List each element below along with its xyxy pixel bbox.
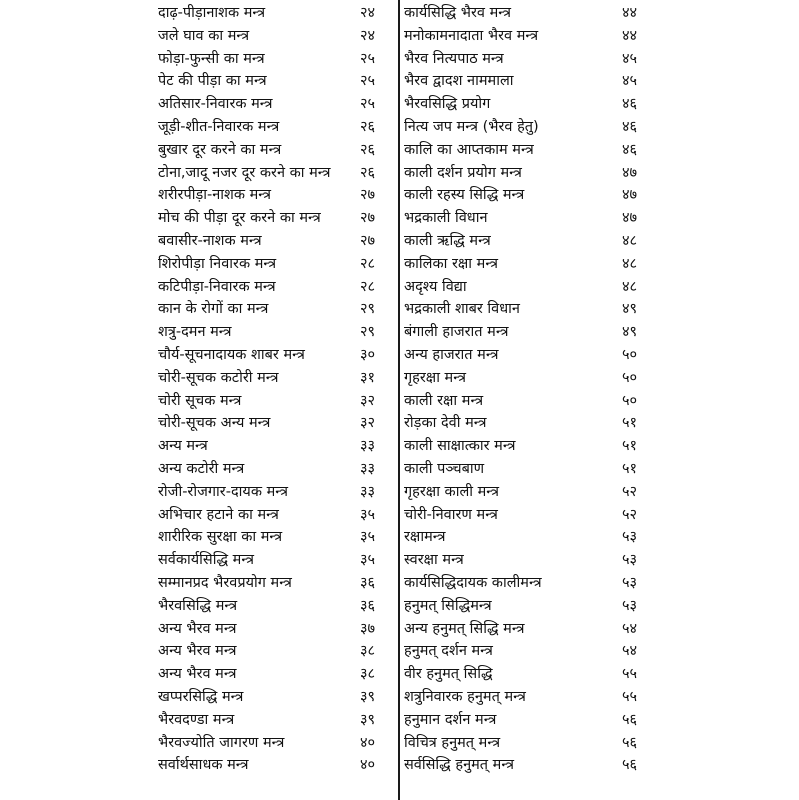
toc-entry-page: २८ [360, 255, 376, 272]
toc-entry-title: बुखार दूर करने का मन्त्र [158, 141, 282, 158]
toc-entry-page: २६ [360, 119, 376, 135]
toc-entry-page: ५४ [622, 643, 638, 660]
toc-entry-page: ३२ [360, 415, 376, 432]
toc-entry-page: ५० [622, 392, 638, 409]
toc-entry-page: २७ [360, 187, 376, 204]
toc-row-right [0, 412, 799, 435]
toc-row-right [0, 276, 799, 299]
toc-entry-title: विचित्र हनुमत् मन्त्र [404, 734, 501, 751]
toc-entry-title: काली दर्शन प्रयोग मन्त्र [404, 164, 522, 181]
toc-row-right [0, 48, 799, 71]
toc-entry-page: २५ [360, 73, 376, 90]
toc-entry-page: ४६ [622, 119, 638, 135]
toc-row-right [0, 572, 799, 595]
toc-entry-title: काली रक्षा मन्त्र [404, 392, 484, 409]
toc-entry-title: चौर्य-सूचनादायक शाबर मन्त्र [158, 347, 305, 363]
toc-row-right [0, 25, 799, 48]
toc-entry-page: ४६ [622, 141, 638, 158]
toc-entry-page: ४४ [622, 5, 638, 21]
toc-entry-title: अन्य हाजरात मन्त्र [404, 347, 499, 363]
toc-entry-title: खप्परसिद्धि मन्त्र [158, 689, 244, 705]
toc-entry-page: ५२ [622, 506, 638, 523]
toc-row-right [0, 709, 799, 732]
toc-entry-page: २९ [360, 324, 376, 341]
toc-row-right [0, 595, 799, 618]
toc-row-right [0, 367, 799, 390]
toc-entry-title: सर्वसिद्धि हनुमत् मन्त्र [404, 757, 515, 774]
toc-row-right [0, 298, 799, 321]
toc-entry-title: चोरी सूचक मन्त्र [158, 392, 242, 409]
toc-entry-title: काली रहस्य सिद्धि मन्त्र [404, 187, 525, 204]
toc-row-right [0, 481, 799, 504]
toc-entry-title: भैरव नित्यपाठ मन्त्र [404, 50, 504, 67]
toc-entry-page: ५३ [622, 597, 638, 614]
toc-row-right [0, 686, 799, 709]
toc-entry-title: अन्य हनुमत् सिद्धि मन्त्र [404, 620, 525, 637]
toc-entry-page: ५५ [622, 666, 638, 683]
toc-entry-page: ३५ [360, 506, 376, 523]
toc-entry-page: ४९ [622, 324, 638, 341]
toc-entry-page: ३१ [360, 369, 376, 386]
toc-entry-title: भैरवसिद्धि मन्त्र [158, 597, 238, 614]
toc-row-right [0, 549, 799, 572]
toc-entry-page: २८ [360, 278, 376, 295]
toc-entry-page: ५३ [622, 529, 638, 546]
toc-row-right [0, 344, 799, 367]
toc-entry-page: ४४ [622, 27, 638, 44]
toc-entry-page: ३० [360, 347, 376, 363]
toc-entry-page: ५६ [622, 757, 638, 774]
toc-entry-title: जले घाव का मन्त्र [158, 27, 250, 44]
toc-entry-title: अन्य भैरव मन्त्र [158, 620, 237, 637]
toc-entry-title: फोड़ा-फुन्सी का मन्त्र [158, 50, 265, 67]
toc-row-right [0, 70, 799, 93]
toc-entry-page: ४७ [622, 210, 638, 227]
toc-entry-page: ४८ [622, 233, 638, 249]
toc-entry-page: ३६ [360, 575, 376, 591]
toc-entry-page: ३९ [360, 711, 376, 728]
toc-entry-title: हनुमान दर्शन मन्त्र [404, 711, 497, 728]
toc-entry-title: शिरोपीड़ा निवारक मन्त्र [158, 255, 277, 272]
toc-entry-page: ४६ [622, 96, 638, 113]
toc-row-right [0, 230, 799, 253]
toc-entry-title: अन्य मन्त्र [158, 438, 208, 455]
toc-entry-title: स्वरक्षा मन्त्र [404, 552, 464, 569]
toc-entry-page: ४७ [622, 164, 638, 181]
toc-entry-title: काली पञ्चबाण [404, 461, 485, 477]
toc-entry-title: अतिसार-निवारक मन्त्र [158, 96, 273, 113]
toc-entry-page: २७ [360, 233, 376, 249]
toc-entry-title: पेट की पीड़ा का मन्त्र [158, 73, 267, 90]
toc-entry-title: शत्रु-दमन मन्त्र [158, 324, 232, 341]
toc-entry-page: २६ [360, 164, 376, 181]
toc-entry-page: २४ [360, 5, 376, 21]
toc-entry-page: ३२ [360, 392, 376, 409]
toc-entry-page: ४८ [622, 278, 638, 295]
toc-entry-title: सम्मानप्रद भैरवप्रयोग मन्त्र [158, 575, 292, 591]
toc-entry-title: कार्यसिद्धि भैरव मन्त्र [404, 5, 511, 21]
toc-entry-page: ३५ [360, 552, 376, 569]
toc-row-right [0, 526, 799, 549]
toc-entry-page: ३३ [360, 438, 376, 455]
toc-entry-page: ३७ [360, 620, 376, 637]
toc-entry-page: ३८ [360, 643, 376, 660]
toc-entry-title: चोरी-सूचक कटोरी मन्त्र [158, 369, 279, 386]
toc-entry-page: २६ [360, 141, 376, 158]
toc-entry-page: ५१ [622, 461, 638, 477]
toc-entry-title: बंगाली हाजरात मन्त्र [404, 324, 509, 341]
toc-entry-page: ५० [622, 369, 638, 386]
toc-entry-title: जूड़ी-शीत-निवारक मन्त्र [158, 119, 280, 135]
toc-entry-title: अभिचार हटाने का मन्त्र [158, 506, 279, 523]
toc-row-right [0, 732, 799, 755]
toc-row-right [0, 207, 799, 230]
toc-row-right [0, 663, 799, 686]
toc-entry-title: शत्रुनिवारक हनुमत् मन्त्र [404, 689, 526, 705]
toc-entry-page: ३३ [360, 483, 376, 500]
toc-entry-title: रक्षामन्त्र [404, 529, 446, 546]
toc-row-right [0, 116, 799, 139]
toc-entry-page: ३५ [360, 529, 376, 546]
toc-entry-title: शरीरपीड़ा-नाशक मन्त्र [158, 187, 272, 204]
toc-entry-title: कालिका रक्षा मन्त्र [404, 255, 499, 272]
toc-entry-page: ५१ [622, 415, 638, 432]
toc-entry-page: ५० [622, 347, 638, 363]
toc-entry-page: ५१ [622, 438, 638, 455]
toc-entry-page: ३३ [360, 461, 376, 477]
toc-row-right [0, 390, 799, 413]
toc-entry-page: २४ [360, 27, 376, 44]
toc-row-right [0, 640, 799, 663]
toc-entry-title: रोजी-रोजगार-दायक मन्त्र [158, 483, 288, 500]
toc-entry-page: २९ [360, 301, 376, 318]
toc-entry-title: हनुमत् सिद्धिमन्त्र [404, 597, 492, 614]
toc-entry-page: ४५ [622, 50, 638, 67]
toc-entry-title: भैरवज्योति जागरण मन्त्र [158, 734, 285, 751]
toc-entry-title: गृहरक्षा मन्त्र [404, 369, 466, 386]
toc-row-right [0, 754, 799, 777]
toc-entry-title: कटिपीड़ा-निवारक मन्त्र [158, 278, 276, 295]
toc-entry-title: मनोकामनादाता भैरव मन्त्र [404, 27, 539, 44]
toc-row-right [0, 139, 799, 162]
toc-entry-page: ४० [360, 734, 376, 751]
toc-row-right [0, 321, 799, 344]
toc-entry-title: कालि का आप्तकाम मन्त्र [404, 141, 534, 158]
toc-entry-title: सर्वार्थसाधक मन्त्र [158, 757, 249, 774]
toc-entry-page: ५४ [622, 620, 638, 637]
toc-entry-page: ५५ [622, 689, 638, 705]
toc-entry-title: भद्रकाली शाबर विधान [404, 301, 520, 318]
toc-row-right [0, 184, 799, 207]
toc-entry-title: अन्य भैरव मन्त्र [158, 643, 237, 660]
toc-entry-title: सर्वकार्यसिद्धि मन्त्र [158, 552, 255, 569]
toc-row-right [0, 504, 799, 527]
toc-entry-page: ४० [360, 757, 376, 774]
toc-entry-title: नित्य जप मन्त्र (भैरव हेतु) [404, 119, 539, 135]
toc-entry-page: २७ [360, 210, 376, 227]
toc-entry-title: अन्य भैरव मन्त्र [158, 666, 237, 683]
toc-entry-title: गृहरक्षा काली मन्त्र [404, 483, 500, 500]
toc-entry-page: ४७ [622, 187, 638, 204]
toc-entry-page: ५६ [622, 711, 638, 728]
toc-entry-title: हनुमत् दर्शन मन्त्र [404, 643, 493, 660]
toc-entry-title: कान के रोगों का मन्त्र [158, 301, 269, 318]
toc-entry-title: भैरव द्वादश नाममाला [404, 73, 514, 90]
toc-row-right [0, 162, 799, 185]
toc-row-right [0, 253, 799, 276]
toc-row-right [0, 435, 799, 458]
toc-entry-title: अन्य कटोरी मन्त्र [158, 461, 245, 477]
toc-entry-title: मोच की पीड़ा दूर करने का मन्त्र [158, 210, 321, 227]
toc-entry-page: ३९ [360, 689, 376, 705]
toc-entry-page: ५६ [622, 734, 638, 751]
toc-entry-page: ५३ [622, 575, 638, 591]
toc-entry-title: भैरवसिद्धि प्रयोग [404, 96, 491, 113]
toc-entry-title: अदृश्य विद्या [404, 278, 467, 295]
toc-entry-title: वीर हनुमत् सिद्धि [404, 666, 493, 683]
toc-row-right [0, 458, 799, 481]
toc-entry-page: २५ [360, 50, 376, 67]
toc-entry-title: चोरी-निवारण मन्त्र [404, 506, 498, 523]
toc-entry-title: भद्रकाली विधान [404, 210, 488, 227]
toc-entry-title: बवासीर-नाशक मन्त्र [158, 233, 262, 249]
toc-entry-title: चोरी-सूचक अन्य मन्त्र [158, 415, 271, 432]
toc-entry-title: रोड़का देवी मन्त्र [404, 415, 487, 432]
toc-entry-page: ४८ [622, 255, 638, 272]
toc-entry-page: ४९ [622, 301, 638, 318]
toc-entry-title: शारीरिक सुरक्षा का मन्त्र [158, 529, 283, 546]
toc-entry-page: ४५ [622, 73, 638, 90]
toc-entry-page: ५२ [622, 483, 638, 500]
toc-row-right [0, 93, 799, 116]
toc-entry-page: ३६ [360, 597, 376, 614]
toc-entry-page: ५३ [622, 552, 638, 569]
toc-entry-title: टोना,जादू नजर दूर करने का मन्त्र [158, 164, 331, 181]
toc-entry-title: काली साक्षात्कार मन्त्र [404, 438, 516, 455]
toc-row-right [0, 618, 799, 641]
toc-entry-title: दाढ़-पीड़ानाशक मन्त्र [158, 5, 266, 21]
toc-entry-page: २५ [360, 96, 376, 113]
toc-entry-page: ३८ [360, 666, 376, 683]
toc-entry-title: काली ऋद्धि मन्त्र [404, 233, 491, 249]
toc-entry-title: कार्यसिद्धिदायक कालीमन्त्र [404, 575, 542, 591]
toc-row-right [0, 2, 799, 25]
toc-entry-title: भैरवदण्डा मन्त्र [158, 711, 235, 728]
